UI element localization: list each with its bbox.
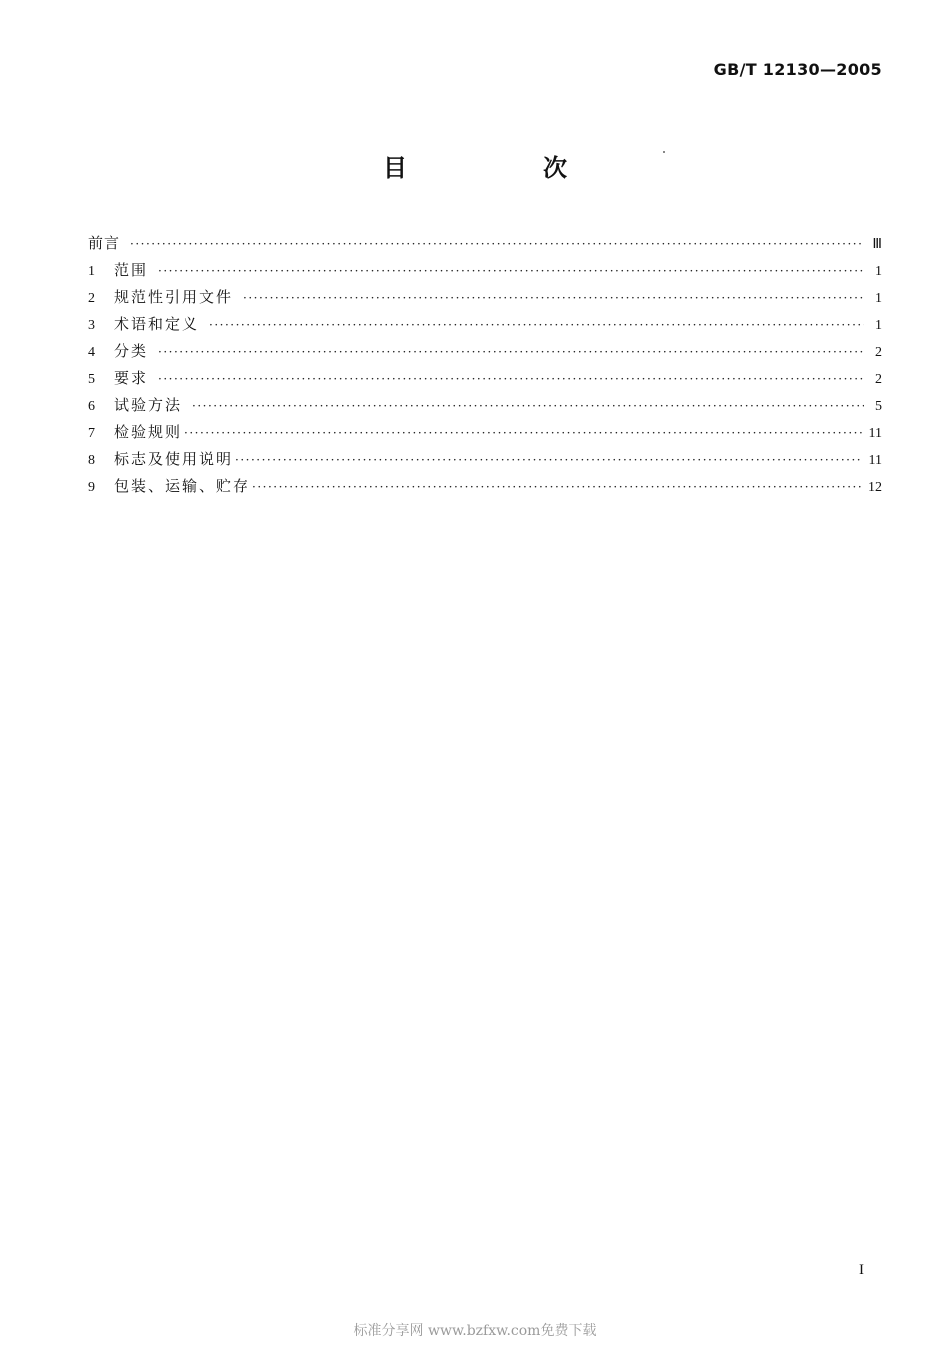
toc-entry-label: 规范性引用文件 xyxy=(114,288,234,306)
dot-leader xyxy=(184,420,863,447)
toc-entry-preface[interactable] xyxy=(88,230,882,257)
dot-leader xyxy=(235,447,863,474)
toc-entry-number: 4 xyxy=(88,345,95,360)
toc-entry-label: 术语和定义 xyxy=(114,315,200,333)
toc-entry-terms-definitions[interactable] xyxy=(88,311,882,338)
toc-entry-label: 范围 xyxy=(114,261,149,279)
dot-leader xyxy=(252,474,862,501)
table-of-contents xyxy=(88,230,882,500)
dot-leader xyxy=(192,393,864,420)
toc-entry-number: 2 xyxy=(88,291,95,306)
toc-entry-number: 1 xyxy=(88,264,95,279)
dot-leader xyxy=(158,258,864,285)
dot-leader xyxy=(158,339,864,366)
toc-entry-number: 6 xyxy=(88,399,95,414)
toc-entry-page: 5 xyxy=(875,399,882,414)
dot-leader xyxy=(130,231,864,258)
toc-entry-number: 3 xyxy=(88,318,95,333)
toc-entry-page: 11 xyxy=(868,426,882,441)
page-number: I xyxy=(859,1262,864,1278)
toc-entry-number: 9 xyxy=(88,480,95,495)
standard-code: GB/T 12130—2005 xyxy=(713,60,882,79)
toc-entry-page: 1 xyxy=(875,264,882,279)
toc-entry-page: Ⅲ xyxy=(872,237,882,252)
dot-leader xyxy=(158,366,864,393)
toc-entry-label: 试验方法 xyxy=(114,396,183,414)
toc-entry-normative-references[interactable] xyxy=(88,284,882,311)
toc-entry-page: 2 xyxy=(875,345,882,360)
toc-entry-label: 检验规则 xyxy=(114,423,183,441)
toc-entry-label: 标志及使用说明 xyxy=(114,450,234,468)
toc-entry-classification[interactable] xyxy=(88,338,882,365)
toc-entry-page: 2 xyxy=(875,372,882,387)
toc-entry-page: 11 xyxy=(868,453,882,468)
toc-title: 目 次 xyxy=(383,154,623,182)
toc-entry-marking-instructions[interactable] xyxy=(88,446,882,473)
toc-entry-number: 8 xyxy=(88,453,95,468)
toc-entry-label: 包装、运输、贮存 xyxy=(114,477,251,495)
toc-entry-page: 1 xyxy=(875,318,882,333)
toc-entry-inspection-rules[interactable] xyxy=(88,419,882,446)
watermark-text: 标准分享网 www.bzfxw.com免费下载 xyxy=(353,1323,597,1339)
toc-entry-label: 前言 xyxy=(88,234,121,252)
toc-entry-requirements[interactable] xyxy=(88,365,882,392)
toc-entry-page: 1 xyxy=(875,291,882,306)
dot-leader xyxy=(243,285,864,312)
toc-entry-scope[interactable] xyxy=(88,257,882,284)
toc-entry-packaging-transport-storage[interactable] xyxy=(88,473,882,500)
dot-leader xyxy=(209,312,864,339)
toc-entry-number: 7 xyxy=(88,426,95,441)
toc-entry-page: 12 xyxy=(868,480,882,495)
toc-entry-test-methods[interactable] xyxy=(88,392,882,419)
toc-entry-label: 要求 xyxy=(114,369,149,387)
toc-entry-number: 5 xyxy=(88,372,95,387)
toc-entry-label: 分类 xyxy=(114,342,149,360)
